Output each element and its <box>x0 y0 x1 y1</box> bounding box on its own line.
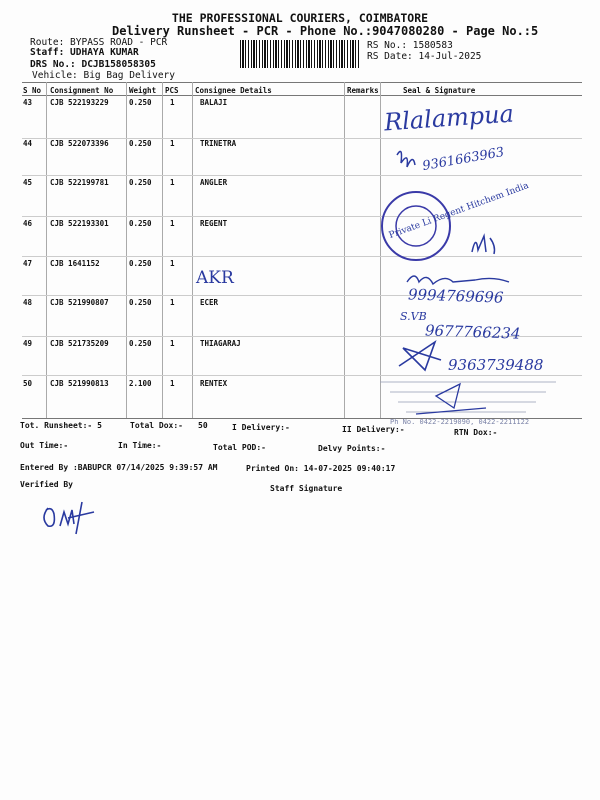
staff: Staff: UDHAYA KUMAR <box>30 47 139 58</box>
delvy-points: Delvy Points:- <box>318 444 386 453</box>
row-pcs: 1 <box>170 178 175 187</box>
vehicle: Vehicle: Big Bag Delivery <box>32 70 175 81</box>
row-sno: 44 <box>23 139 33 148</box>
row-weight: 0.250 <box>129 219 152 228</box>
note-row47: AKR <box>196 268 234 288</box>
phone-row48: 9677766234 <box>424 321 521 343</box>
col-pcs: PCS <box>165 86 179 95</box>
row-pcs: 1 <box>170 98 175 107</box>
row-consignee: THIAGARAJ <box>200 339 241 348</box>
stamp-phone: Ph No. 0422-2219090, 0422-2211122 <box>390 418 530 426</box>
row-weight: 0.250 <box>129 298 152 307</box>
row-pcs: 1 <box>170 339 175 348</box>
row-consignment: CJB 522193301 <box>50 219 109 228</box>
col-remarks: Remarks <box>347 86 379 95</box>
phone-row49: 9363739488 <box>448 356 544 374</box>
row-consignee: REGENT <box>200 219 228 228</box>
row-weight: 0.250 <box>129 178 152 187</box>
total-dox-value: 50 <box>198 421 208 430</box>
signature-row44-mark <box>395 145 415 180</box>
note-row48: S.VB <box>400 310 427 323</box>
entered-by: Entered By :BABUPCR 07/14/2025 9:39:57 AM <box>20 463 218 472</box>
row-consignee: BALAJI <box>200 98 228 107</box>
row-consignee: ECER <box>200 298 219 307</box>
row-pcs: 1 <box>170 298 175 307</box>
row-sno: 49 <box>23 339 33 348</box>
row-consignment: CJB 521990807 <box>50 298 109 307</box>
verified-by: Verified By <box>20 480 73 489</box>
col-seal-signature: Seal & Signature <box>403 86 476 95</box>
phone-row47: 9994769696 <box>407 285 504 307</box>
phone-row44: 9361663963 <box>421 144 506 175</box>
rs-no: RS No.: 1580583 <box>367 40 453 51</box>
row-consignment: CJB 1641152 <box>50 259 100 268</box>
row-weight: 0.250 <box>129 139 152 148</box>
row-sno: 50 <box>23 379 33 388</box>
i-delivery: I Delivery:- <box>232 423 290 432</box>
row-sno: 48 <box>23 298 33 307</box>
rs-date: RS Date: 14-Jul-2025 <box>367 51 482 62</box>
row-weight: 0.250 <box>129 259 152 268</box>
row-weight: 0.250 <box>129 98 152 107</box>
company-title: THE PROFESSIONAL COURIERS, COIMBATORE <box>171 11 429 25</box>
total-pod: Total POD:- <box>213 443 266 452</box>
staff-signature: Staff Signature <box>270 484 343 493</box>
row-consignment: CJB 522199781 <box>50 178 109 187</box>
route: Route: BYPASS ROAD - PCR <box>30 37 168 48</box>
col-weight: Weight <box>129 86 157 95</box>
row-pcs: 1 <box>170 379 175 388</box>
row-sno: 45 <box>23 178 33 187</box>
rtn-dox: RTN Dox:- <box>454 428 498 437</box>
verified-signature <box>38 498 98 538</box>
row-weight: 2.100 <box>129 379 152 388</box>
col-consignment: Consignment No <box>50 86 114 95</box>
col-sno: S No <box>23 86 42 95</box>
out-time: Out Time:- <box>20 441 69 450</box>
barcode <box>240 40 360 68</box>
total-dox-label: Total Dox:- <box>130 421 183 430</box>
runsheet-title: Delivery Runsheet - PCR - Phone No.:9047080280 - Page No.:5 <box>112 24 539 38</box>
in-time: In Time:- <box>118 441 162 450</box>
signature-row49 <box>395 336 445 376</box>
row-consignee: RENTEX <box>200 379 228 388</box>
tot-runsheet: Tot. Runsheet:- 5 <box>20 421 102 430</box>
row-pcs: 1 <box>170 219 175 228</box>
printed-on: Printed On: 14-07-2025 09:40:17 <box>246 464 396 473</box>
signature-row46 <box>468 232 503 257</box>
row-consignment: CJB 522073396 <box>50 139 109 148</box>
drs-no: DRS No.: DCJB158058305 <box>30 59 156 70</box>
row-weight: 0.250 <box>129 339 152 348</box>
col-consignee: Consignee Details <box>195 86 272 95</box>
row-consignee: TRINETRA <box>200 139 237 148</box>
signature-row43: Rlalampua <box>383 99 515 137</box>
row-sno: 43 <box>23 98 33 107</box>
row-consignee: ANGLER <box>200 178 228 187</box>
row-consignment: CJB 521990813 <box>50 379 109 388</box>
row-consignment: CJB 521735209 <box>50 339 109 348</box>
row-sno: 46 <box>23 219 33 228</box>
row-pcs: 1 <box>170 259 175 268</box>
row-pcs: 1 <box>170 139 175 148</box>
row-sno: 47 <box>23 259 33 268</box>
row-consignment: CJB 522193229 <box>50 98 109 107</box>
ii-delivery: II Delivery:- <box>342 425 405 434</box>
seal-stamp: Private Li Regent Hitchem India <box>387 181 531 241</box>
